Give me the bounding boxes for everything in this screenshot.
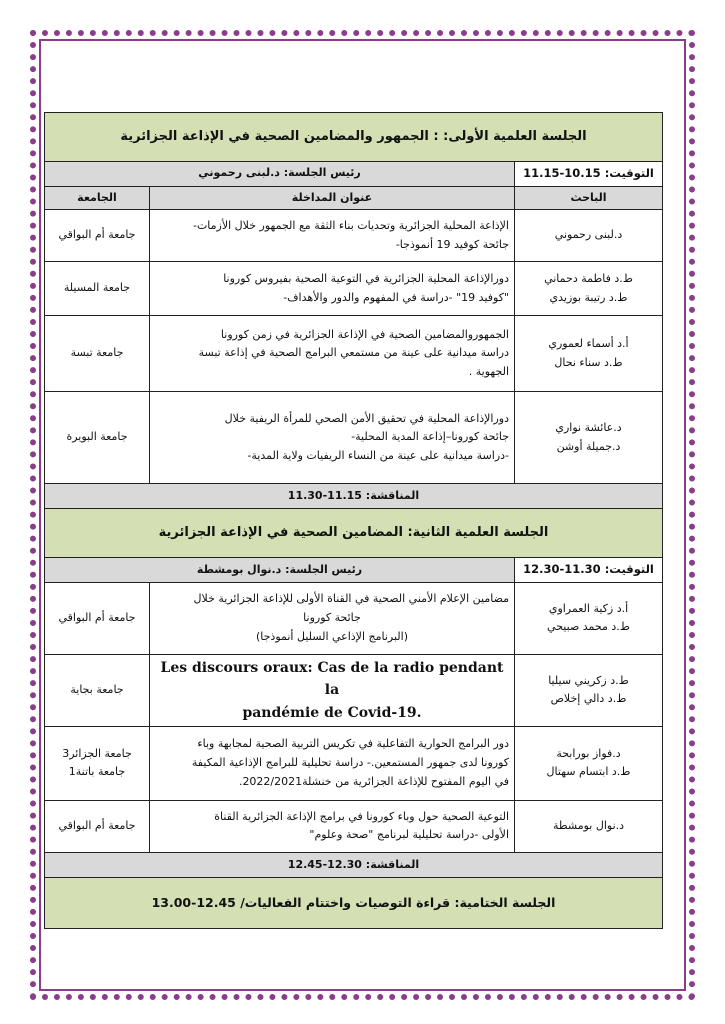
title-line: الإذاعة المحلية الجزائرية وتحديات بناء الثقة مع الجمهور خلال الأزمات- xyxy=(192,219,509,233)
session2-meta-row xyxy=(44,558,662,583)
title-line: مضامين الإعلام الأمني الصحية في القناة الأولى للإذاعة الجزائرية خلال xyxy=(193,592,509,606)
session2-title: الجلسة العلمية الثانية: المضامين الصحية في الإذاعة الجزائرية xyxy=(44,509,662,558)
title-cell xyxy=(150,262,515,316)
title-cell xyxy=(150,800,515,852)
title-line: pandémie de Covid-19. xyxy=(242,704,422,721)
researcher-name: ط.د سناء نحال xyxy=(554,355,623,369)
table-row xyxy=(44,316,662,392)
title-cell xyxy=(150,582,515,654)
researcher-cell xyxy=(515,726,663,800)
researcher-name: د.فواز بورابحة xyxy=(556,746,621,760)
researcher-name: ط.د فاطمة دحماني xyxy=(544,272,633,286)
table-row xyxy=(44,210,662,262)
program-table xyxy=(44,112,663,929)
title-line: الجمهوروالمضامين الصحية في الإذاعة الجزائرية في زمن كورونا xyxy=(220,327,509,341)
table-row xyxy=(44,726,662,800)
title-line: دورالإذاعة المحلية في تحقيق الأمن الصحي للمرأة الريفية خلال xyxy=(224,411,509,425)
title-line: دور البرامج الحوارية التفاعلية في تكريس التربية الصحية لمجابهة وباء xyxy=(197,737,509,751)
session2-time: التوقيت: 11.30-12.30 xyxy=(515,558,663,583)
session1-chair: رئيس الجلسة: د.لبنى رحموني xyxy=(44,162,514,187)
university-line: جامعة باتنة1 xyxy=(68,765,126,779)
table-row xyxy=(44,262,662,316)
table-row xyxy=(44,582,662,654)
researcher-name: ط.د رتيبة بوزيدي xyxy=(549,290,628,304)
researcher-name: ط.د ابتسام سهتال xyxy=(546,765,631,779)
title-line: الأولى -دراسة تحليلية لبرنامج "صحة وعلوم" xyxy=(309,828,509,842)
university-line: جامعة الجزائر3 xyxy=(62,746,132,760)
program-sheet xyxy=(45,112,663,929)
header-title: عنوان المداخلة xyxy=(150,186,515,210)
researcher-cell xyxy=(515,210,663,262)
researcher-cell xyxy=(515,392,663,484)
researcher-name: د.عائشة نواري xyxy=(555,421,622,435)
researcher-cell xyxy=(515,800,663,852)
researcher-cell xyxy=(515,262,663,316)
title-line: كورونا لدى جمهور المستمعين.- دراسة تحليلية للبرامج الإذاعية المكيفة xyxy=(191,756,509,770)
title-line: جائحة كورونا xyxy=(303,610,361,624)
session2-chair: رئيس الجلسة: د.نوال بومشطة xyxy=(44,558,514,583)
researcher-name: ط.د دالي إخلاص xyxy=(550,692,627,706)
title-cell xyxy=(150,210,515,262)
researcher-name: أ.د زكية العمراوي xyxy=(548,601,629,615)
header-researcher: الباحث xyxy=(515,186,663,210)
session1-title: الجلسة العلمية الأولى: : الجمهور والمضامين الصحية في الإذاعة الجزائرية xyxy=(44,113,662,162)
researcher-cell xyxy=(515,316,663,392)
table-header-row xyxy=(44,186,662,210)
title-line: التوعية الصحية حول وباء كورونا في برامج الإذاعة الجزائرية القناة xyxy=(214,809,509,823)
session1-discussion-row xyxy=(44,484,662,509)
researcher-cell xyxy=(515,654,663,726)
title-line: دراسة ميدانية على عينة من مستمعي البرامج الصحية في إذاعة تبسة xyxy=(198,346,509,360)
title-line: "كوفيد 19" -دراسة في المفهوم والدور والأهداف- xyxy=(283,290,509,304)
researcher-name: ط.د محمد صبيحي xyxy=(547,620,630,634)
session2-discussion-row xyxy=(44,852,662,877)
closing-session: الجلسة الختامية: قراءة التوصيات واختتام الفعاليات/ 12.45-13.00 xyxy=(44,877,662,928)
researcher-name: د.نوال بومشطة xyxy=(552,819,625,833)
researcher-name: ط.د زكريني سيليا xyxy=(548,673,629,687)
table-row xyxy=(44,392,662,484)
university-cell: جامعة أم البواقي xyxy=(44,800,149,852)
university-cell xyxy=(44,726,149,800)
title-line: -دراسة ميدانية على عينة من النساء الريفيات ولاية المدية- xyxy=(247,449,509,463)
university-cell: جامعة أم البواقي xyxy=(44,210,149,262)
title-line: Les discours oraux: Cas de la radio pendant la xyxy=(160,659,504,699)
header-university: الجامعة xyxy=(44,186,149,210)
session1-discussion: المناقشة: 11.15-11.30 xyxy=(44,484,662,509)
researcher-cell xyxy=(515,582,663,654)
session1-meta-row xyxy=(44,162,662,187)
researcher-name: د.لبنى رحموني xyxy=(554,228,623,242)
table-row xyxy=(44,800,662,852)
session2-discussion: المناقشة: 12.30-12.45 xyxy=(44,852,662,877)
closing-row xyxy=(44,877,662,928)
title-line: جائحة كورونا–إذاعة المدية المحلية- xyxy=(351,430,509,444)
university-cell: جامعة أم البواقي xyxy=(44,582,149,654)
researcher-name: د.جميلة أوشن xyxy=(556,439,621,453)
session1-title-row xyxy=(44,113,662,162)
title-line: (البرنامج الإذاعي السليل أنموذجا) xyxy=(255,629,408,643)
university-cell: جامعة تبسة xyxy=(44,316,149,392)
table-row xyxy=(44,654,662,726)
university-cell: جامعة البويرة xyxy=(44,392,149,484)
session1-time: التوقيت: 10.15-11.15 xyxy=(515,162,663,187)
researcher-name: أ.د أسماء لعموري xyxy=(548,337,629,351)
title-line: الجهوية . xyxy=(468,365,509,379)
title-line: دورالإذاعة المحلية الجزائرية في التوعية الصحية بفيروس كورونا xyxy=(223,272,509,286)
session2-title-row xyxy=(44,509,662,558)
title-line: جائحة كوفيد 19 أنموذجا- xyxy=(395,237,509,251)
title-cell xyxy=(150,316,515,392)
university-cell: جامعة المسيلة xyxy=(44,262,149,316)
title-cell xyxy=(150,726,515,800)
title-cell xyxy=(150,392,515,484)
title-line: في اليوم المفتوح للإذاعة الجزائرية من خنشلة2022/2021. xyxy=(238,774,509,788)
university-cell: جامعة بجاية xyxy=(44,654,149,726)
title-cell xyxy=(150,654,515,726)
